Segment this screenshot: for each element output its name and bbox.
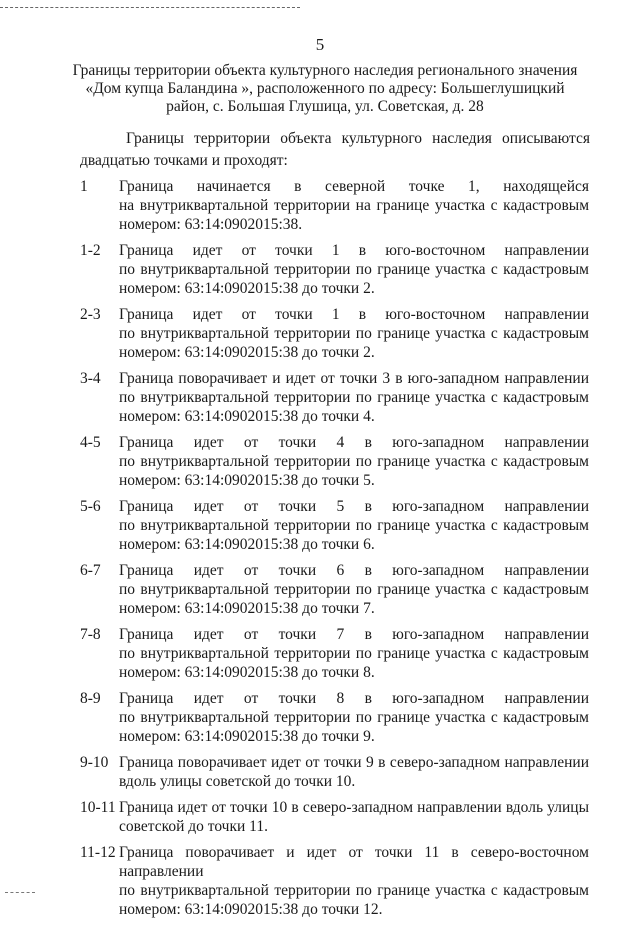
intro-text-line: Границы территории объекта культурного наследия описываются — [126, 130, 590, 147]
segment-text-line: на внутриквартальной территории на границе участка с кадастровым — [119, 197, 589, 214]
segment-description — [119, 369, 589, 426]
boundary-segment-item — [0, 497, 640, 554]
segment-text-line: по внутриквартальной территории по границе участка с кадастровым — [119, 645, 589, 662]
segment-description — [119, 241, 589, 298]
segment-number: 7-8 — [80, 626, 101, 643]
segment-text-line: Граница поворачивает и идет от точки 11 в северо-восточном направлении — [119, 844, 589, 880]
segment-number: 2-3 — [80, 306, 101, 323]
segment-text-line: Граница поворачивает и идет от точки 3 в юго-западном направлении — [119, 370, 589, 387]
boundary-segments-list — [0, 177, 640, 926]
boundary-segment-item — [0, 241, 640, 298]
intro-text-line: двадцатью точками и проходят: — [80, 152, 288, 169]
heading-line: Границы территории объекта культурного наследия регионального значения — [72, 62, 578, 79]
segment-text-line: по внутриквартальной территории по границе участка с кадастровым — [119, 517, 589, 534]
segment-description — [119, 753, 589, 791]
heading-line: «Дом купца Баландина », расположенного по адресу: Большеглушицкий — [85, 80, 565, 97]
segment-text-line: номером: 63:14:0902015:38 до точки 2. — [119, 280, 375, 297]
document-heading — [60, 62, 590, 116]
segment-description — [119, 561, 589, 618]
boundary-segment-item — [0, 798, 640, 836]
segment-text-line: Граница идет от точки 5 в юго-западном направлении — [119, 498, 589, 515]
segment-number: 8-9 — [80, 690, 101, 707]
boundary-segment-item — [0, 305, 640, 362]
top-scan-rule — [0, 7, 300, 8]
segment-text-line: Граница идет от точки 7 в юго-западном направлении — [119, 626, 589, 643]
segment-text-line: по внутриквартальной территории по границе участка с кадастровым — [119, 882, 589, 899]
segment-description — [119, 433, 589, 490]
boundary-segment-item — [0, 369, 640, 426]
segment-number: 3-4 — [80, 370, 101, 387]
segment-text-line: Граница поворачивает идет от точки 9 в северо-западном направлении — [119, 754, 589, 771]
segment-number: 6-7 — [80, 562, 101, 579]
boundary-segment-item — [0, 689, 640, 746]
segment-text-line: вдоль улицы советской до точки 10. — [119, 773, 356, 790]
segment-number: 4-5 — [80, 434, 101, 451]
segment-text-line: советской до точки 11. — [119, 818, 268, 835]
bottom-scan-mark — [5, 892, 35, 893]
page-number: 5 — [315, 35, 325, 54]
segment-number: 10-11 — [80, 799, 116, 816]
segment-text-line: по внутриквартальной территории по границе участка с кадастровым — [119, 709, 589, 726]
boundary-segment-item — [0, 625, 640, 682]
segment-number: 5-6 — [80, 498, 101, 515]
segment-text-line: номером: 63:14:0902015:38. — [119, 216, 303, 233]
segment-text-line: номером: 63:14:0902015:38 до точки 12. — [119, 901, 383, 918]
segment-text-line: Граница идет от точки 4 в юго-западном направлении — [119, 434, 589, 451]
segment-text-line: номером: 63:14:0902015:38 до точки 8. — [119, 664, 375, 681]
segment-description — [119, 689, 589, 746]
segment-text-line: по внутриквартальной территории по границе участка с кадастровым — [119, 389, 589, 406]
segment-text-line: Граница начинается в северной точке 1, находящейся — [119, 178, 589, 195]
segment-text-line: номером: 63:14:0902015:38 до точки 9. — [119, 728, 375, 745]
segment-number: 1 — [80, 178, 88, 195]
segment-number: 11-12 — [80, 844, 116, 861]
segment-description — [119, 843, 589, 919]
segment-description — [119, 798, 589, 836]
segment-text-line: номером: 63:14:0902015:38 до точки 6. — [119, 536, 375, 553]
boundary-segment-item — [0, 753, 640, 791]
segment-text-line: по внутриквартальной территории по границе участка с кадастровым — [119, 453, 589, 470]
segment-text-line: по внутриквартальной территории по границе участка с кадастровым — [119, 325, 589, 342]
boundary-segment-item — [0, 843, 640, 919]
segment-description — [119, 625, 589, 682]
segment-description — [119, 305, 589, 362]
segment-text-line: номером: 63:14:0902015:38 до точки 4. — [119, 408, 375, 425]
segment-text-line: Граница идет от точки 6 в юго-западном направлении — [119, 562, 589, 579]
boundary-segment-item — [0, 433, 640, 490]
segment-text-line: номером: 63:14:0902015:38 до точки 5. — [119, 472, 375, 489]
segment-description — [119, 177, 589, 234]
boundary-segment-item — [0, 177, 640, 234]
segment-text-line: по внутриквартальной территории по границе участка с кадастровым — [119, 581, 589, 598]
segment-text-line: номером: 63:14:0902015:38 до точки 7. — [119, 600, 375, 617]
heading-line: район, с. Большая Глушица, ул. Советская, д. 28 — [166, 98, 484, 115]
boundary-segment-item — [0, 561, 640, 618]
segment-text-line: номером: 63:14:0902015:38 до точки 2. — [119, 344, 375, 361]
segment-text-line: Граница идет от точки 1 в юго-восточном направлении — [119, 242, 589, 259]
segment-text-line: Граница идет от точки 1 в юго-восточном направлении — [119, 306, 589, 323]
segment-text-line: Граница идет от точки 10 в северо-западном направлении вдоль улицы — [119, 799, 589, 816]
segment-number: 1-2 — [80, 242, 101, 259]
segment-text-line: Граница идет от точки 8 в юго-западном направлении — [119, 690, 589, 707]
segment-text-line: по внутриквартальной территории по границе участка с кадастровым — [119, 261, 589, 278]
segment-number: 9-10 — [80, 754, 109, 771]
segment-description — [119, 497, 589, 554]
